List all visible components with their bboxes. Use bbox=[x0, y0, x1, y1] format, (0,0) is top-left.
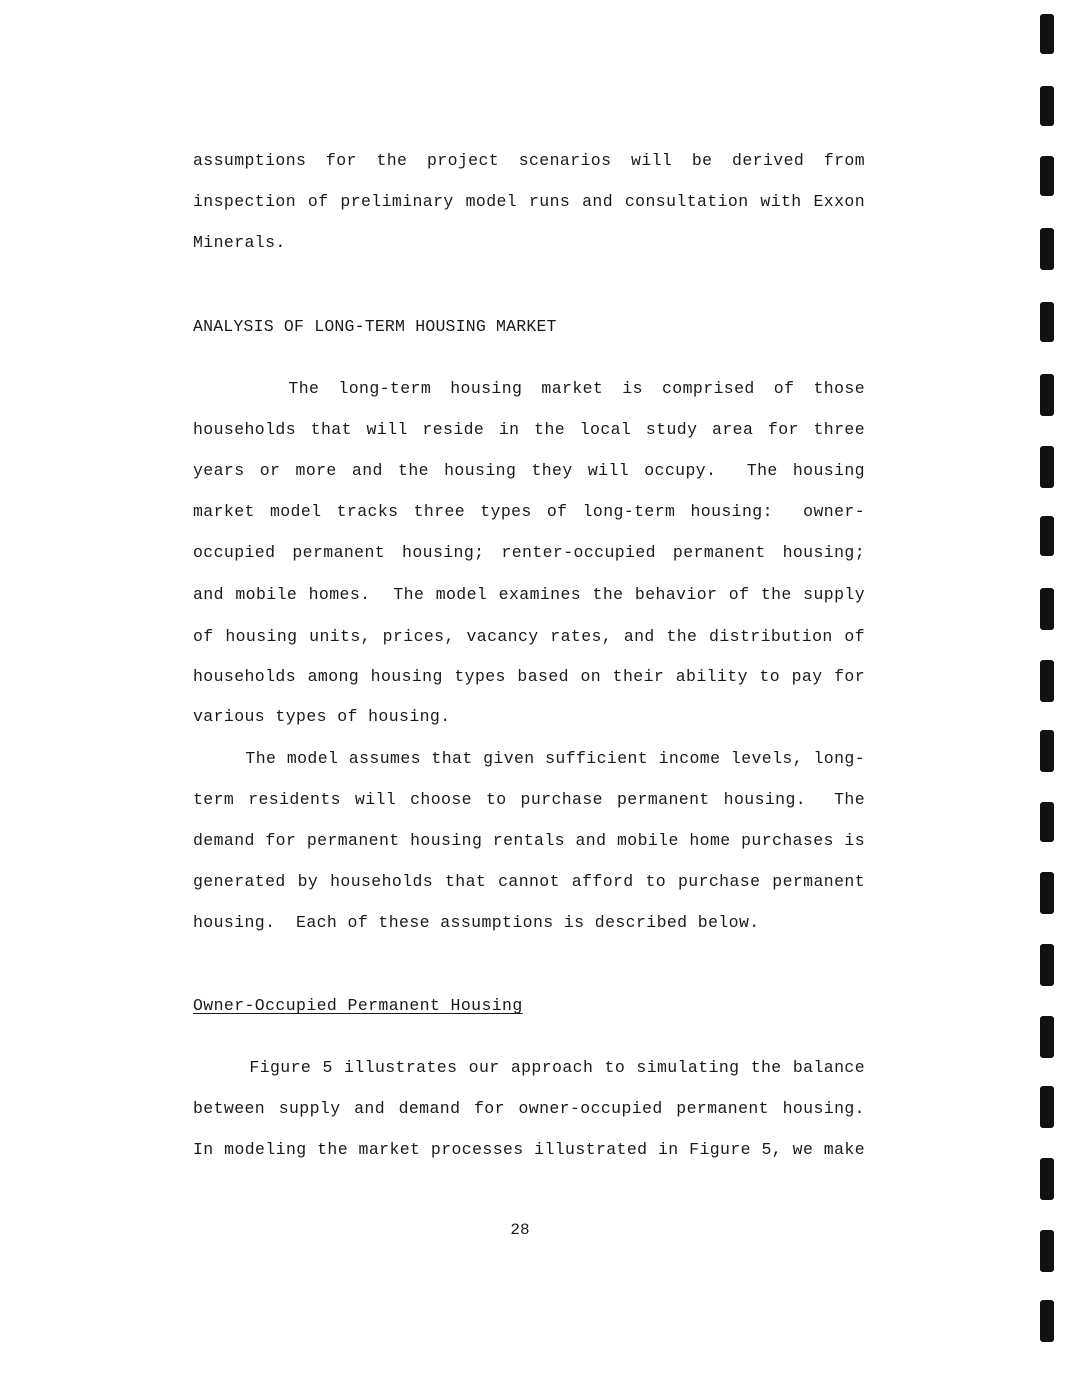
text-line: The model assumes that given sufficient income levels, long- bbox=[193, 749, 865, 768]
binding-mark bbox=[1040, 872, 1054, 914]
binding-mark bbox=[1040, 660, 1054, 702]
binding-mark bbox=[1040, 228, 1054, 270]
text-line: Minerals. bbox=[193, 233, 286, 252]
text-line: term residents will choose to purchase permanent housing. The bbox=[193, 790, 865, 809]
binding-mark bbox=[1040, 302, 1054, 342]
text-line: inspection of preliminary model runs and consultation with Exxon bbox=[193, 192, 865, 211]
binding-mark bbox=[1040, 86, 1054, 126]
binding-mark bbox=[1040, 446, 1054, 488]
subsection-heading: Owner-Occupied Permanent Housing bbox=[193, 996, 523, 1015]
text-line: between supply and demand for owner-occupied permanent housing. bbox=[193, 1099, 865, 1118]
binding-mark bbox=[1040, 516, 1054, 556]
text-line: demand for permanent housing rentals and mobile home purchases is bbox=[193, 831, 865, 850]
text-line: households that will reside in the local study area for three bbox=[193, 420, 865, 439]
binding-mark bbox=[1040, 14, 1054, 54]
page-number: 28 bbox=[510, 1221, 530, 1239]
binding-mark bbox=[1040, 156, 1054, 196]
binding-mark bbox=[1040, 1016, 1054, 1058]
binding-mark bbox=[1040, 1230, 1054, 1272]
text-line: market model tracks three types of long-term housing: owner- bbox=[193, 502, 865, 521]
text-line: various types of housing. bbox=[193, 707, 451, 726]
text-line: Figure 5 illustrates our approach to simulating the balance bbox=[193, 1058, 865, 1077]
text-line: The long-term housing market is comprised of those bbox=[193, 379, 865, 398]
binding-mark bbox=[1040, 730, 1054, 772]
text-line: In modeling the market processes illustrated in Figure 5, we make bbox=[193, 1140, 865, 1159]
text-line: households among housing types based on their ability to pay for bbox=[193, 667, 865, 686]
text-line: housing. Each of these assumptions is described below. bbox=[193, 913, 760, 932]
section-heading: ANALYSIS OF LONG-TERM HOUSING MARKET bbox=[193, 317, 557, 336]
binding-mark bbox=[1040, 1300, 1054, 1342]
binding-mark bbox=[1040, 1158, 1054, 1200]
binding-mark bbox=[1040, 802, 1054, 842]
text-line: and mobile homes. The model examines the behavior of the supply bbox=[193, 585, 865, 604]
binding-mark bbox=[1040, 588, 1054, 630]
binding-mark bbox=[1040, 374, 1054, 416]
text-line: years or more and the housing they will occupy. The housing bbox=[193, 461, 865, 480]
binding-mark bbox=[1040, 944, 1054, 986]
text-line: generated by households that cannot afford to purchase permanent bbox=[193, 872, 865, 891]
text-line: occupied permanent housing; renter-occupied permanent housing; bbox=[193, 543, 865, 562]
text-line: of housing units, prices, vacancy rates, and the distribution of bbox=[193, 627, 865, 646]
text-line: assumptions for the project scenarios will be derived from bbox=[193, 151, 865, 170]
binding-mark bbox=[1040, 1086, 1054, 1128]
